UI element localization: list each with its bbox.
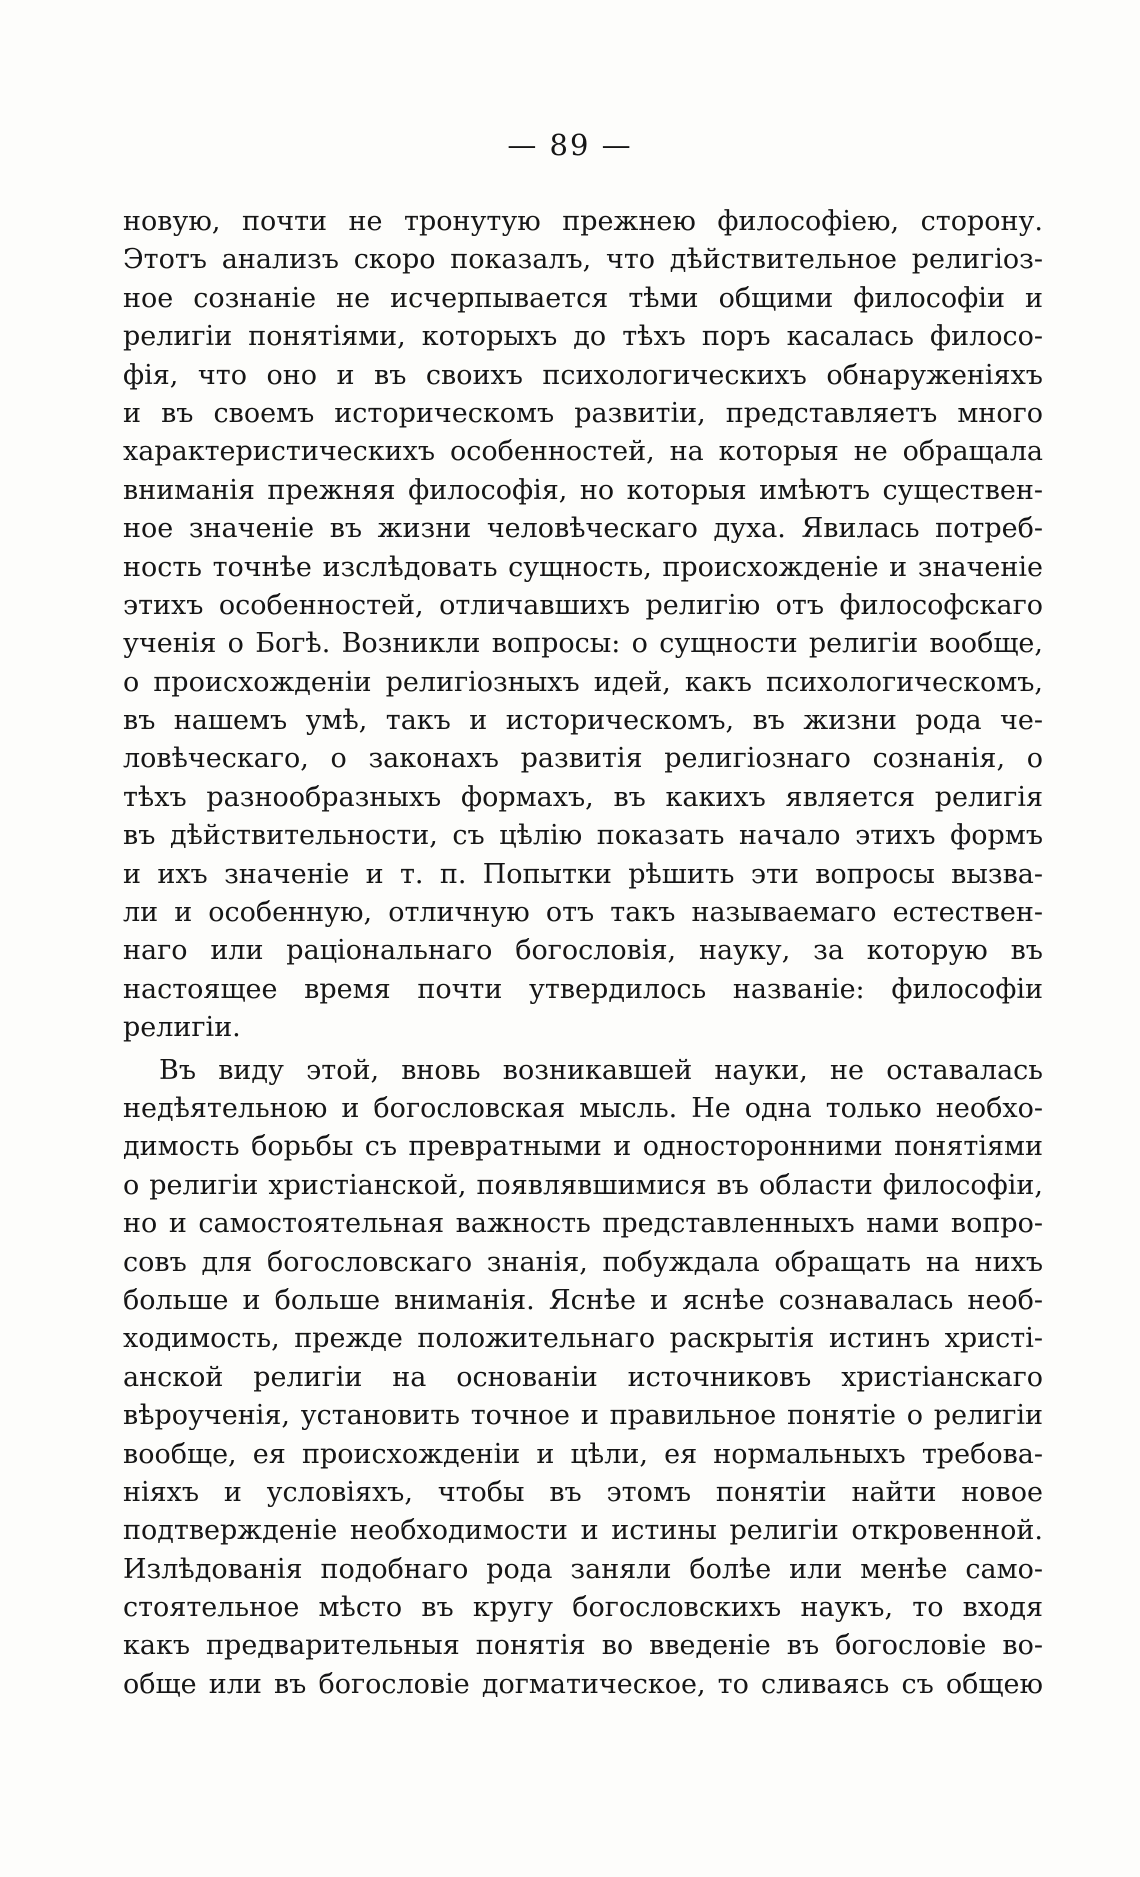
text-line: тѣхъ разнообразныхъ формахъ, въ какихъ является религiя — [123, 781, 1043, 813]
text-line: въ дѣйствительности, съ цѣлiю показать начало этихъ формъ — [123, 820, 1043, 852]
text-line: недѣятельною и богословская мысль. Не одна только необхо- — [123, 1092, 1043, 1124]
text-line: Излѣдованiя подобнаго рода заняли болѣе или менѣе само- — [123, 1553, 1043, 1585]
page-number: — 89 — — [507, 128, 633, 162]
text-line: о религiи христiанской, появлявшимися въ области философiи, — [123, 1169, 1043, 1201]
text-line: ли и особенную, отличную отъ такъ называемаго естествен- — [123, 897, 1043, 929]
text-line: какъ предварительныя понятiя во введенiе въ богословiе во- — [123, 1630, 1043, 1662]
text-line: Этотъ анализъ скоро показалъ, что дѣйствительное религiоз- — [123, 244, 1043, 276]
text-line: и ихъ значенiе и т. п. Попытки рѣшить эти вопросы вызва- — [123, 858, 1043, 890]
text-line: нiяхъ и условiяхъ, чтобы въ этомъ понятiи найти новое — [123, 1476, 1043, 1508]
text-line: и въ своемъ историческомъ развитiи, представляетъ много — [123, 397, 1043, 429]
text-line: совъ для богословскаго знанiя, побуждала обращать на нихъ — [123, 1246, 1043, 1278]
text-line: Въ виду этой, вновь возникавшей науки, не оставалась — [159, 1054, 1043, 1086]
text-line: новую, почти не тронутую прежнею философiею, сторону. — [123, 206, 1043, 237]
text-line: больше и больше вниманiя. Яснѣе и яснѣе сознавалась необ- — [123, 1284, 1043, 1316]
text-line: этихъ особенностей, отличавшихъ религiю отъ философскаго — [123, 589, 1043, 621]
body-text — [123, 203, 1043, 1704]
text-line: анской религiи на основанiи источниковъ христiанскаго — [123, 1361, 1043, 1393]
text-line: вѣроученiя, установить точное и правильное понятiе о религiи — [123, 1400, 1043, 1432]
text-line: наго или рацiональнаго богословiя, науку, за которую въ — [123, 935, 1043, 967]
text-line: вообще, ея происхожденiи и цѣли, ея нормальныхъ требова- — [123, 1438, 1043, 1470]
text-line: ное сознанiе не исчерпывается тѣми общими философiи и — [123, 282, 1043, 314]
text-line: религiи понятiями, которыхъ до тѣхъ поръ касалась филосо- — [123, 321, 1043, 353]
paragraph — [123, 1052, 1043, 1705]
text-line: въ нашемъ умѣ, такъ и историческомъ, въ жизни рода че- — [123, 705, 1043, 737]
text-line: димость борьбы съ превратными и односторонними понятiями — [123, 1131, 1043, 1163]
text-line: стоятельное мѣсто въ кругу богословскихъ наукъ, то входя — [123, 1592, 1043, 1624]
text-line: характеристическихъ особенностей, на которыя не обращала — [123, 436, 1043, 468]
text-line: ность точнѣе изслѣдовать сущность, происхожденiе и значенiе — [123, 551, 1043, 583]
text-line: вниманiя прежняя философiя, но которыя имѣютъ существен- — [123, 474, 1043, 506]
text-line: фiя, что оно и въ своихъ психологическихъ обнаруженiяхъ — [123, 359, 1043, 391]
paragraph — [123, 203, 1043, 1048]
text-line: но и самостоятельная важность представленныхъ нами вопро- — [123, 1208, 1043, 1240]
text-line: ловѣческаго, о законахъ развитiя религiознаго сознанiя, о — [123, 743, 1043, 775]
text-line: о происхожденiи религiозныхъ идей, какъ психологическомъ, — [123, 666, 1043, 698]
text-line: настоящее время почти утвердилось названiе: философiи — [123, 973, 1043, 1005]
text-line: ное значенiе въ жизни человѣческаго духа. Явилась потреб- — [123, 513, 1043, 545]
text-line: обще или въ богословiе догматическое, то сливаясь съ общею — [123, 1668, 1043, 1700]
text-line: ходимость, прежде положительнаго раскрытiя истинъ христi- — [123, 1323, 1043, 1355]
text-line: подтвержденiе необходимости и истины религiи откровенной. — [123, 1515, 1043, 1547]
text-line: ученiя о Богѣ. Возникли вопросы: о сущности религiи вообще, — [123, 628, 1043, 660]
text-line: религiи. — [123, 1012, 241, 1044]
